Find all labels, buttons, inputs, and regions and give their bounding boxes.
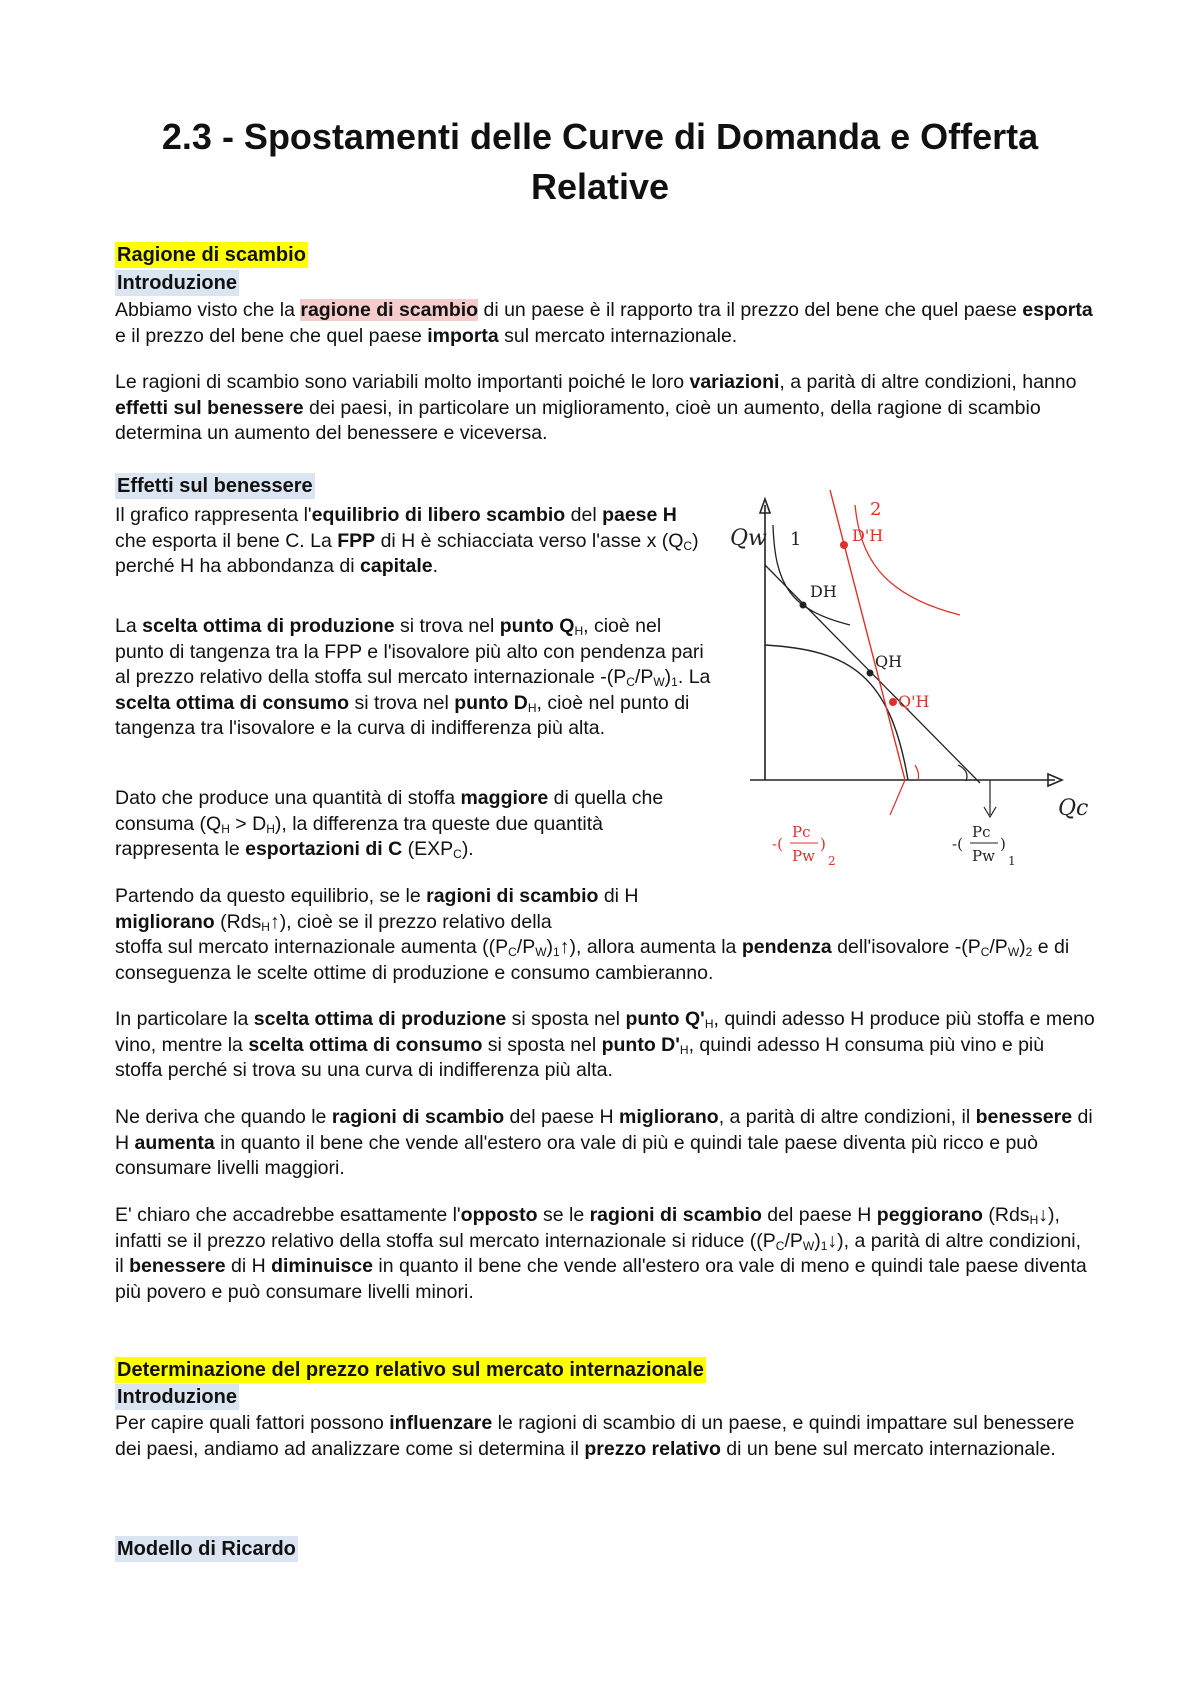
section-heading-ragione-di-scambio: Ragione di scambio	[117, 244, 306, 266]
paragraph-miglioramento-b: stoffa sul mercato internazionale aumenta $((P_C/P_W)_1↑)$, allora aumenta la pendenza dell'isovalore $-(P_C/P_W)_2$ e di conseguenza le scelte ottime di produzione e consumo cambieranno.	[115, 936, 1070, 984]
paragraph-peggioramento: E' chiaro che accadrebbe esattamente l'opposto se le ragioni di scambio del paese H peggiorano (Rds$_H$↓), infatti se il prezzo relativo della stoffa sul mercato internazionale si riduce $((P_C/P_W)_1↓)$, a parità di altre condizioni, il benessere di H diminuisce in quanto il bene che vende all'estero ora vale di meno e quindi tale paese diventa più povero e può consumare livelli minori.	[115, 1204, 1087, 1303]
paragraph-intro-ragione: Abbiamo visto che la ragione di scambio di un paese è il rapporto tra il prezzo del bene che quel paese esporta e il prezzo del bene che quel paese importa sul mercato internazionale.	[115, 299, 1093, 347]
slope-1-open: -(	[952, 835, 963, 853]
slope-2-den: Pw	[792, 847, 815, 865]
slope-1-num: Pc	[972, 823, 991, 841]
label-QH: QH	[875, 652, 903, 671]
point-QH	[867, 670, 874, 677]
label-DH: DH	[810, 582, 837, 601]
subheading-effetti-sul-benessere: Effetti sul benessere	[117, 475, 313, 497]
paragraph-benessere-aumenta: Ne deriva che quando le ragioni di scambio del paese H migliorano, a parità di altre condizioni, il benessere di H aumenta in quanto il bene che vende all'estero ora vale di più e quindi tale paese diventa più ricco e può consumare livelli maggiori.	[115, 1106, 1093, 1179]
isovalue-line-2-ext	[890, 780, 905, 815]
subheading-introduzione: Introduzione	[117, 272, 237, 294]
section-heading-prezzo-relativo: Determinazione del prezzo relativo sul mercato internazionale	[117, 1359, 704, 1381]
point-Q-prime-H	[889, 698, 897, 706]
paragraph-variazioni: Le ragioni di scambio sono variabili molto importanti poiché le loro variazioni, a parità di altre condizioni, hanno effetti sul benessere dei paesi, in particolare un miglioramento, cioè un aumento, della ragione di scambio determina un aumento del benessere e viceversa.	[115, 371, 1077, 444]
slope-2-close: )	[820, 835, 826, 853]
subheading-modello-di-ricardo: Modello di Ricardo	[117, 1538, 296, 1560]
label-Q-prime-H: Q'H	[898, 692, 930, 711]
slope-2-open: -(	[772, 835, 783, 853]
page-title: 2.3 - Spostamenti delle Curve di Domanda e Offerta Relative	[161, 116, 1039, 207]
label-D-prime-H: D'H	[852, 526, 884, 545]
paragraph-miglioramento-a: Partendo da questo equilibrio, se le ragioni di scambio di H migliorano (Rds$_H$↑), cioè se il prezzo relativo della	[115, 885, 639, 934]
point-D-prime-H	[840, 541, 848, 549]
curve-label-2: 2	[870, 499, 882, 520]
indifference-curve-2	[855, 505, 960, 615]
y-axis-label: Qw	[730, 526, 767, 551]
slope-1-den: Pw	[972, 847, 995, 865]
terms-of-trade-diagram	[730, 485, 1100, 915]
angle-mark-1	[958, 765, 967, 781]
diagram-svg	[730, 485, 1100, 915]
paragraph-esportazioni: Dato che produce una quantità di stoffa maggiore di quella che consuma $(Q_H > D_H)$, la differenza tra queste due quantità rappresenta le esportazioni di C $(EXP_C)$.	[115, 787, 664, 861]
subheading-introduzione-2: Introduzione	[117, 1386, 237, 1408]
curve-label-1: 1	[790, 529, 802, 550]
paragraph-scelta-ottima: La scelta ottima di produzione si trova nel punto $Q_H$, cioè nel punto di tangenza tra la FPP e l'isovalore più alto con pendenza pari al prezzo relativo della stoffa sul mercato internazionale $-(P_C/P_W)_1$. La scelta ottima di consumo si trova nel punto $D_H$, cioè nel punto di tangenza tra l'isovalore e la curva di indifferenza più alta.	[115, 615, 711, 739]
point-DH	[800, 602, 807, 609]
slope-1-close: )	[1000, 835, 1006, 853]
paragraph-fattori: Per capire quali fattori possono influenzare le ragioni di scambio di un paese, e quindi impattare sul benessere dei paesi, andiamo ad analizzare come si determina il prezzo relativo di un bene sul mercato internazionale.	[115, 1412, 1075, 1460]
paragraph-equilibrio: Il grafico rappresenta l'equilibrio di libero scambio del paese H che esporta il bene C. La FPP di H è schiacciata verso l'asse x $(Q_C)$ perché H ha abbondanza di capitale.	[115, 504, 699, 577]
slope-1-annotation	[952, 823, 1016, 868]
x-axis-label: Qc	[1058, 796, 1089, 821]
indifference-curve-1	[773, 525, 850, 625]
slope-2-sub: 2	[828, 854, 836, 868]
slope-2-num: Pc	[792, 823, 811, 841]
slope-2-annotation	[772, 823, 836, 868]
slope-1-sub: 1	[1008, 854, 1016, 868]
angle-mark-2	[915, 765, 919, 780]
paragraph-spostamento: In particolare la scelta ottima di produzione si sposta nel punto $Q'_H$, quindi adesso H produce più stoffa e meno vino, mentre la scelta ottima di consumo si sposta nel punto $D'_H$, quindi adesso H consuma più vino e più stoffa perché si trova su una curva di indifferenza più alta.	[115, 1008, 1095, 1081]
